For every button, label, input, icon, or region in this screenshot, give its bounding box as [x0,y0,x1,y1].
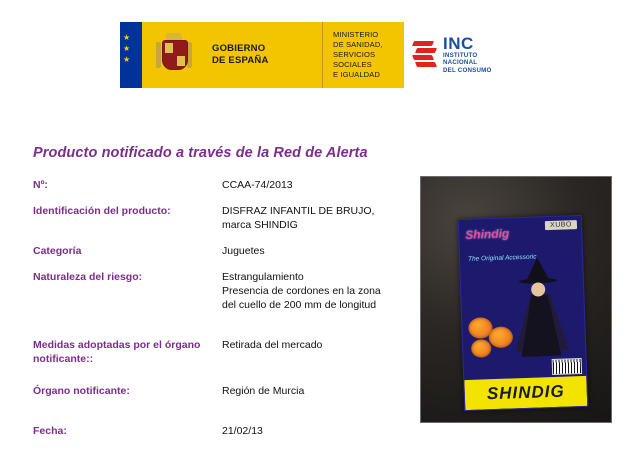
field-value-fecha: 21/02/13 [222,425,263,437]
costume-package [458,215,589,411]
spain-coat-of-arms-icon [142,22,206,88]
field-value-categoria: Juguetes [222,245,265,257]
product-details-table [33,178,423,450]
field-value-riesgo: Estrangulamiento Presencia de cordones en la zona del cuello de 200 mm de longitud [222,271,381,311]
page-title: Producto notificado a través de la Red de Alerta [33,145,368,161]
field-row-identificacion [33,204,423,232]
package-bottom-brand-text: SHINDIG [486,381,566,404]
gobierno-de-espana-block [206,22,322,88]
gobierno-line-2: DE ESPAÑA [212,55,269,66]
field-value-medidas: Retirada del mercado [222,339,323,351]
package-corner-tag: XUBO [545,220,577,230]
inc-line-1: INSTITUTO [443,52,478,60]
inc-logo [404,22,520,88]
gobierno-line-1: GOBIERNO [212,43,266,54]
field-label-organo: Órgano notificante: [33,385,130,397]
field-label-riesgo: Naturaleza del riesgo: [33,271,143,283]
ministerio-line-2: DE SANIDAD, SERVICIOS SOCIALES [333,40,383,69]
wizard-costume-figure [512,256,572,364]
inc-chevron-icon [412,40,438,70]
barcode-icon [552,358,583,375]
field-label-medidas: Medidas adoptadas por el órgano notificante:: [33,339,201,365]
field-row-numero [33,178,423,192]
ministerio-line-1: MINISTERIO [333,30,379,39]
field-row-medidas [33,338,423,366]
field-label-identificacion: Identificación del producto: [33,205,171,217]
ministerio-line-3: E IGUALDAD [333,70,380,79]
institutional-header [120,22,520,88]
field-value-organo: Región de Murcia [222,385,305,397]
package-bottom-band [464,376,587,410]
field-value-identificacion: DISFRAZ INFANTIL DE BRUJO, marca SHINDIG [222,205,375,231]
package-brand-text: Shindig [464,226,510,242]
inc-acronym: INC [443,34,474,54]
inc-line-3: DEL CONSUMO [443,66,492,74]
eu-stars: ★ ★ ★ [123,33,131,64]
field-value-numero: CCAA-74/2013 [222,179,293,191]
field-label-numero: Nº: [33,179,48,191]
field-row-riesgo [33,270,423,312]
field-row-categoria [33,244,423,258]
package-tagline-text: The Original Accessoric [467,253,537,263]
field-label-fecha: Fecha: [33,425,67,437]
ministerio-block [322,22,404,88]
field-label-categoria: Categoría [33,245,82,257]
field-row-organo [33,384,423,398]
pumpkin-graphics [468,314,520,364]
field-row-fecha [33,424,423,438]
inc-line-2: NACIONAL [443,59,478,67]
eu-flag-icon [120,22,142,88]
product-photo [420,176,612,423]
